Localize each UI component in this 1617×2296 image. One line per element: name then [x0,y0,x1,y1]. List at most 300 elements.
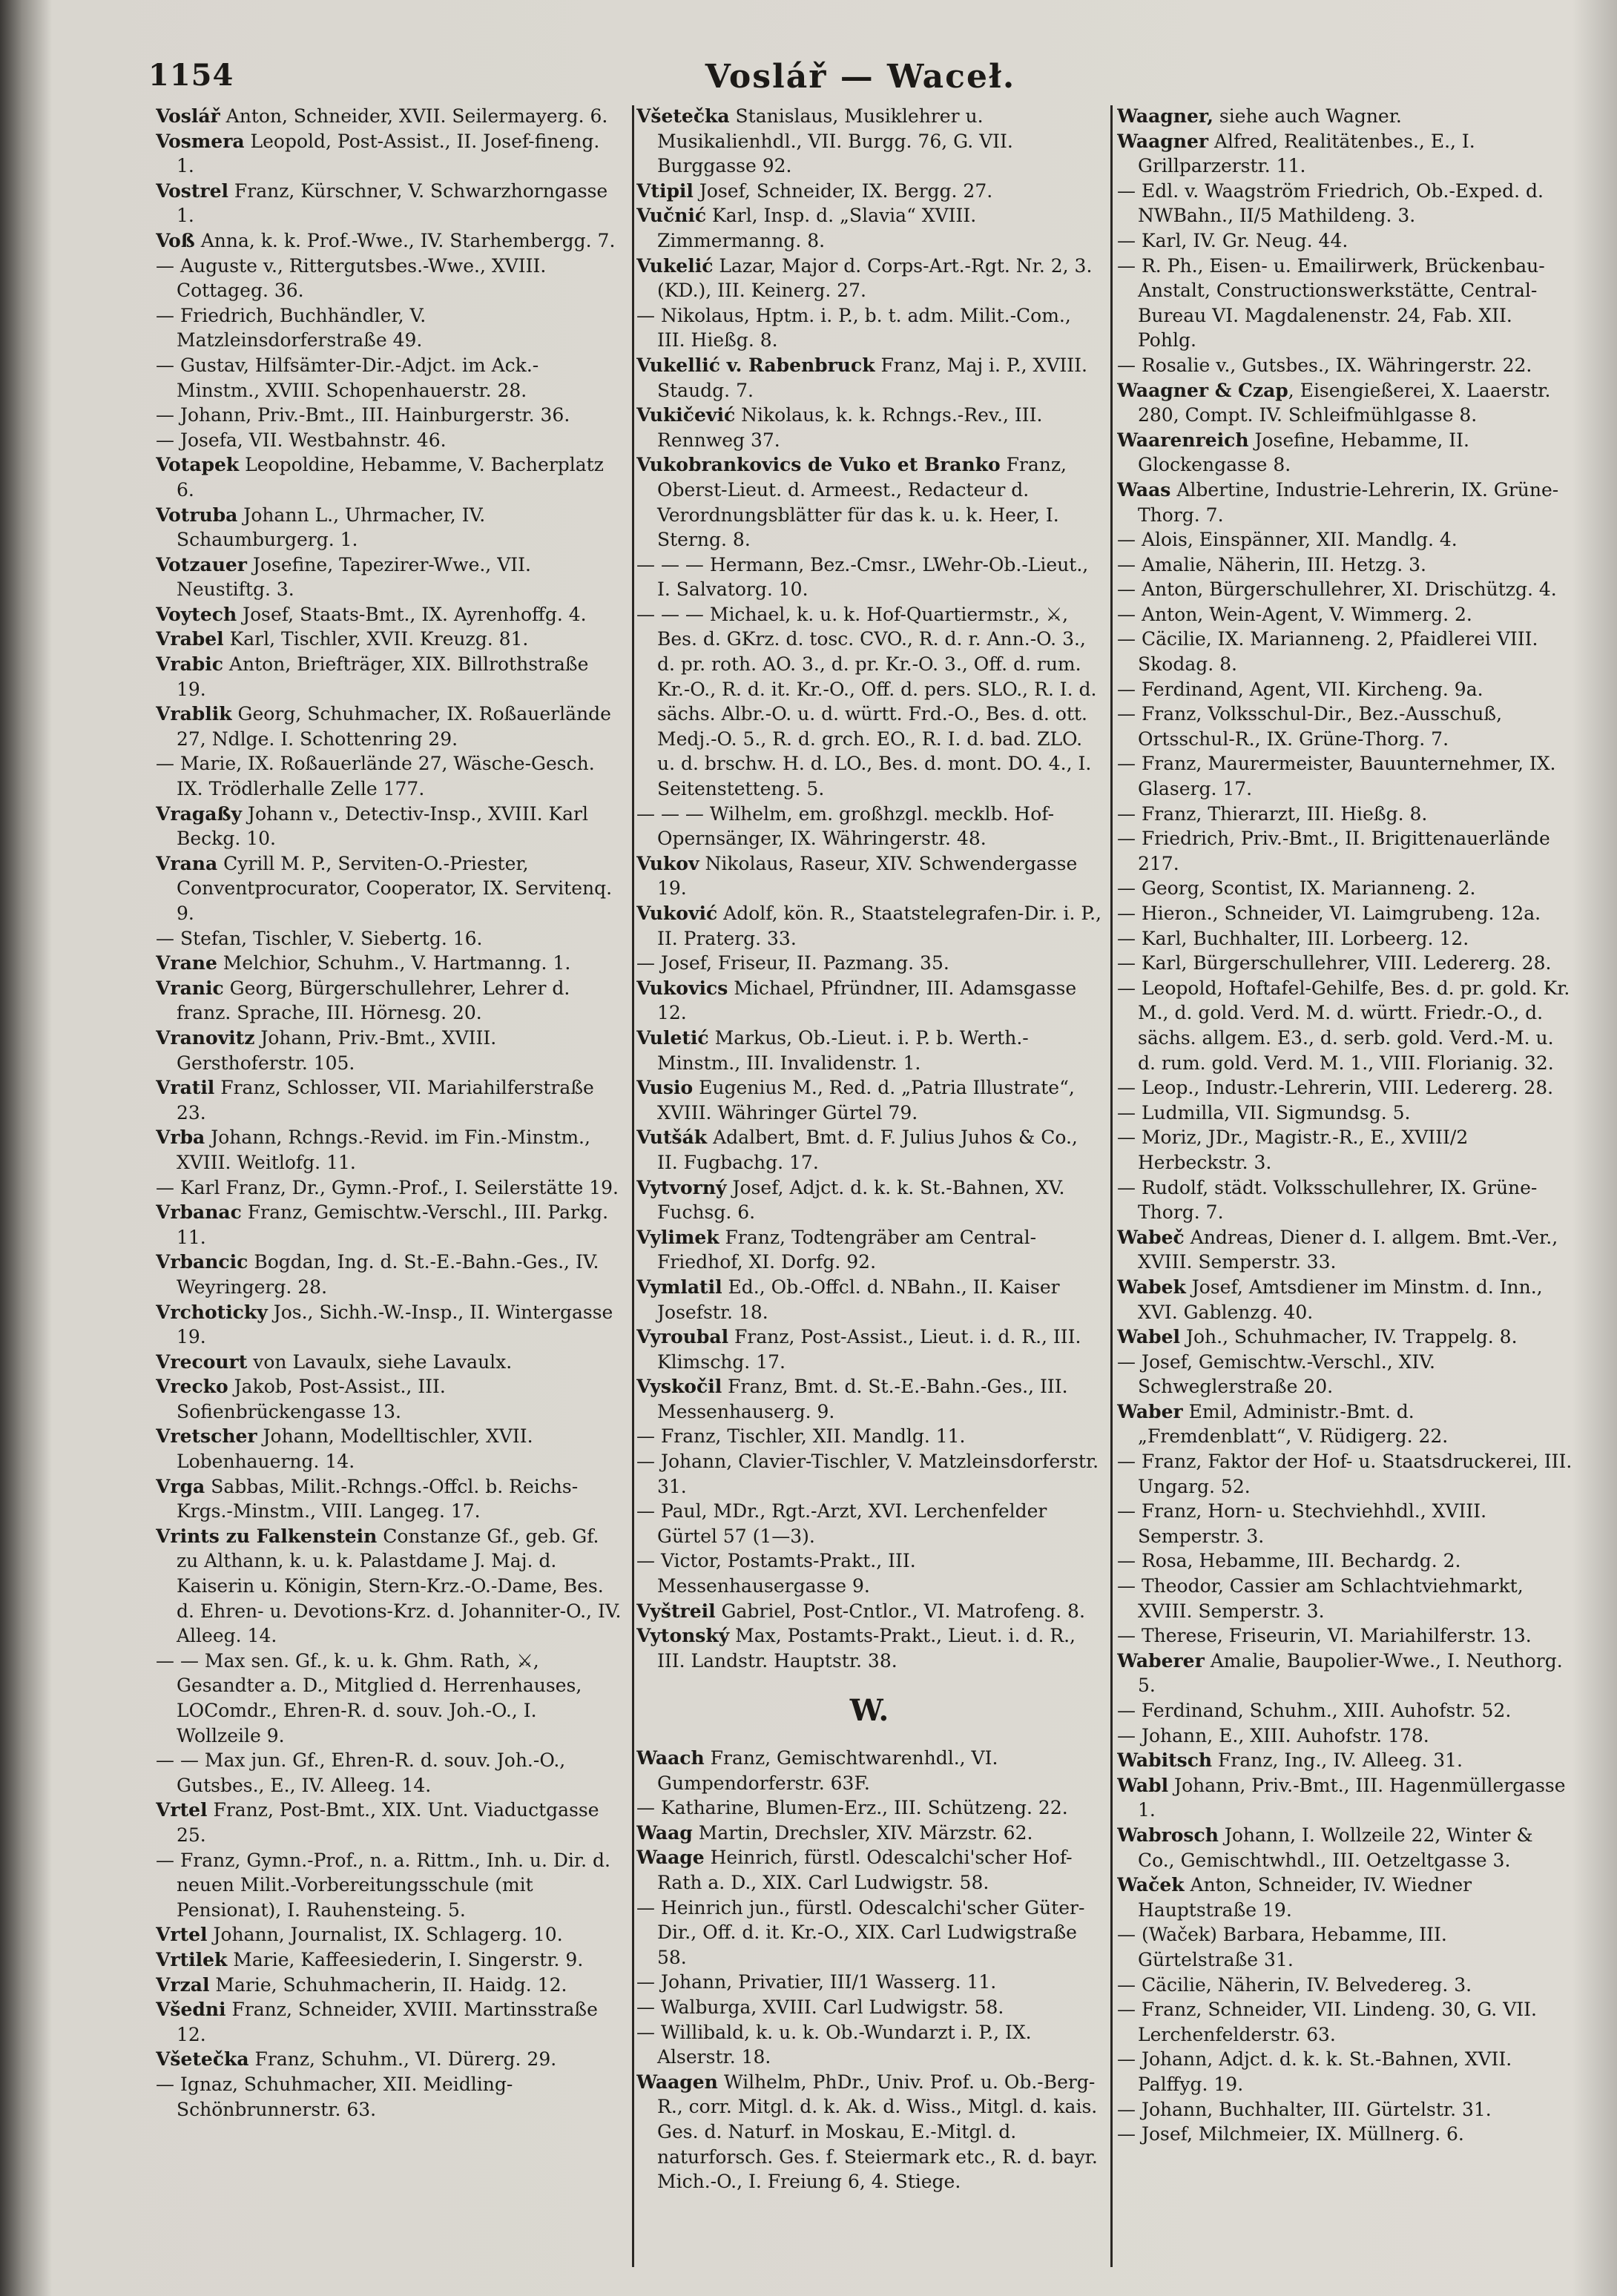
directory-entry [156,1350,622,1375]
entry-surname: Vrchoticky [156,1301,268,1323]
directory-entry [1117,1175,1572,1225]
entry-details: Max, Postamts-Prakt., Lieut. i. d. R., III. Landstr. Hauptstr. 38. [657,1625,1076,1672]
entry-details: Johann, Priv.-Bmt., XVIII. Gersthoferstr. 105. [177,1026,497,1074]
entry-surname: Votapek [156,454,240,476]
directory-entry [636,851,1102,901]
entry-details: Leopold, Post-Assist., II. Josef-fineng. 1. [177,130,600,177]
page-title: Voslář — Waceł. [705,58,1016,96]
entry-details: — Rudolf, städt. Volksschullehrer, IX. Grüne-Thorg. 7. [1117,1176,1538,1224]
entry-details: — Moriz, JDr., Magistr.-R., E., XVIII/2 Herbeckstr. 3. [1117,1126,1469,1173]
directory-entry [156,1300,622,1350]
entry-surname: Voslář [156,105,220,127]
entry-details: Gabriel, Post-Cntlor., VI. Matrofeng. 8. [715,1600,1085,1622]
directory-entry [156,503,622,552]
entry-surname: Vrzal [156,1973,210,1996]
entry-surname: Vrecourt [156,1350,248,1373]
directory-entry [636,1845,1102,1895]
entry-details: — Anton, Bürgerschullehrer, XI. Drischützg. 4. [1117,578,1557,601]
directory-entry [156,1026,622,1075]
entry-details: — Rosalie v., Gutsbes., IX. Währingerstr. 22. [1117,354,1532,376]
directory-entry [156,129,622,179]
directory-entry [636,1075,1102,1125]
directory-entry [156,1997,622,2047]
directory-entry [636,552,1102,602]
directory-entry [1117,428,1572,478]
directory-entry [1117,527,1572,552]
entry-details: Amalie, Baupolier-Wwe., I. Neuthorg. 5. [1138,1649,1563,1697]
entry-surname: Vukičević [636,404,736,426]
entry-surname: Vukovics [636,977,728,999]
directory-columns [156,104,1572,2269]
directory-entry [156,751,622,801]
page-number: 1154 [148,58,234,93]
directory-entry [1117,826,1572,876]
entry-surname: Vrana [156,852,218,874]
entry-details: Ed., Ob.-Offcl. d. NBahn., II. Kaiser Josefstr. 18. [657,1276,1060,1323]
entry-details: Leopoldine, Hebamme, V. Bacherplatz 6. [177,454,604,501]
directory-entry [1117,627,1572,676]
directory-entry [156,1374,622,1424]
entry-surname: Voß [156,229,195,251]
directory-entry [156,254,622,303]
directory-entry [1117,602,1572,627]
directory-entry [636,353,1102,403]
directory-entry [156,926,622,951]
entry-details: Johann, Journalist, IX. Schlagerg. 10. [207,1924,563,1946]
entry-details: — Johann, Buchhalter, III. Gürtelstr. 31. [1117,2098,1492,2120]
entry-surname: Wabitsch [1117,1749,1213,1772]
directory-entry [636,1548,1102,1598]
directory-entry [636,1599,1102,1624]
directory-entry [636,1275,1102,1325]
entry-details: — — — Wilhelm, em. großhzgl. mecklb. Hof-Opernsänger, IX. Währingerstr. 48. [636,802,1055,850]
entry-details: — Johann, E., XIII. Auhofstr. 178. [1117,1724,1429,1746]
directory-entry [1117,2097,1572,2122]
directory-entry [636,2020,1102,2070]
directory-entry [636,1499,1102,1548]
directory-entry [1117,104,1572,129]
entry-surname: Vragaßy [156,802,242,825]
directory-entry [1117,1823,1572,1873]
entry-details: — Johann, Adjct. d. k. k. St.-Bahnen, XVII. Palffyg. 19. [1117,2048,1512,2095]
entry-surname: Wabl [1117,1774,1169,1796]
entry-surname: Vyroubal [636,1326,729,1348]
entry-details: — Ferdinand, Schuhm., XIII. Auhofstr. 52. [1117,1700,1512,1721]
entry-details: — Walburga, XVIII. Carl Ludwigstr. 58. [636,1996,1004,2018]
entry-details: — Theodor, Cassier am Schlachtviehmarkt, XVIII. Semperstr. 3. [1117,1575,1524,1622]
entry-surname: Vymlatil [636,1276,722,1298]
entry-details: Karl, Tischler, XVII. Kreuzg. 81. [223,628,529,650]
directory-entry [156,627,622,652]
directory-entry [156,1250,622,1299]
entry-details: Jakob, Post-Assist., III. Sofienbrückengasse 13. [177,1376,446,1422]
entry-details: Franz, Ing., IV. Alleeg. 31. [1212,1749,1463,1772]
directory-entry [1117,1649,1572,1698]
directory-entry [636,1125,1102,1175]
entry-surname: Vrbancic [156,1251,248,1273]
entry-details: Marie, Kaffeesiederin, I. Singerstr. 9. [227,1948,584,1970]
entry-surname: Waag [636,1821,693,1844]
directory-entry [1117,1449,1572,1499]
entry-details: Josef, Schneider, IX. Bergg. 27. [693,179,993,202]
directory-entry [636,1970,1102,1995]
entry-surname: Vrba [156,1126,205,1149]
directory-column-3 [1117,104,1572,2269]
entry-surname: Waberer [1117,1649,1205,1672]
entry-details: Franz, Gemischtw.-Verschl., III. Parkg. 11. [177,1201,609,1248]
entry-surname: Vrabel [156,628,224,650]
entry-details: — Johann, Privatier, III/1 Wasserg. 11. [636,1971,997,1993]
entry-details: — Cäcilie, Näherin, IV. Belvedereg. 3. [1117,1973,1472,1996]
entry-details: Josef, Amtsdiener im Minstm. d. Inn., XVI. Gablenzg. 40. [1138,1276,1543,1323]
entry-details: Sabbas, Milit.-Rchngs.-Offcl. b. Reichs-Krgs.-Minstm., VIII. Langeg. 17. [177,1475,579,1523]
directory-entry [156,1125,622,1175]
section-letter: W. [849,1693,889,1729]
entry-details: Georg, Bürgerschullehrer, Lehrer d. franz. Sprache, III. Hörnesg. 20. [177,977,570,1024]
entry-surname: Vučnić [636,205,707,227]
entry-details: — Josef, Friseur, II. Pazmang. 35. [636,952,949,974]
entry-details: — Ludmilla, VII. Sigmundsg. 5. [1117,1101,1411,1124]
directory-entry [156,1474,622,1524]
entry-details: Karl, Insp. d. „Slavia“ XVIII. Zimmermanng. 8. [657,205,977,251]
entry-surname: Wabek [1117,1276,1186,1298]
directory-entry [1117,353,1572,378]
entry-details: — Friedrich, Buchhändler, V. Matzleinsdorferstraße 49. [156,304,427,352]
entry-surname: Waagner [1117,130,1209,152]
directory-entry [1117,926,1572,951]
entry-surname: Vranic [156,977,224,999]
directory-entry [636,901,1102,951]
directory-entry [156,976,622,1026]
entry-details: — Leop., Industr.-Lehrerin, VIII. Ledererg. 28. [1117,1077,1554,1099]
directory-entry [156,1424,622,1474]
entry-details: Josef, Adjct. d. k. k. St.-Bahnen, XV. Fuchsg. 6. [657,1176,1065,1224]
entry-details: Martin, Drechsler, XIV. Märzstr. 62. [692,1821,1033,1844]
entry-details: Franz, Schuhm., VI. Dürerg. 29. [248,2048,557,2071]
entry-surname: Vrtel [156,1924,208,1946]
entry-surname: Wabrosch [1117,1824,1219,1846]
entry-surname: Vrecko [156,1376,228,1398]
entry-surname: Vukov [636,852,699,874]
entry-details: — Auguste v., Rittergutsbes.-Wwe., XVIII. Cottageg. 36. [156,254,547,302]
entry-surname: Waber [1117,1400,1183,1422]
directory-entry [1117,228,1572,254]
entry-details: siehe auch Wagner. [1213,105,1402,127]
entry-details: Franz, Gemischtwarenhdl., VI. Gumpendorferstr. 63F. [657,1747,998,1794]
directory-entry [156,1973,622,1998]
entry-details: Marie, Schuhmacherin, II. Haidg. 12. [209,1973,567,1996]
entry-details: Franz, Todtengräber am Central-Friedhof, XI. Dorfg. 92. [657,1226,1037,1273]
entry-details: — Hieron., Schneider, VI. Laimgrubeng. 12a. [1117,903,1541,924]
entry-details: — Katharine, Blumen-Erz., III. Schützeng. 22. [636,1797,1068,1819]
directory-entry [636,1374,1102,1424]
entry-details: Adolf, kön. R., Staatstelegrafen-Dir. i. P., II. Praterg. 33. [657,903,1102,949]
entry-details: Anton, Schneider, XVII. Seilermayerg. 6. [220,105,608,127]
entry-details: — Ignaz, Schuhmacher, XII. Meidling-Schönbrunnerstr. 63. [156,2073,513,2120]
entry-details: Emil, Administr.-Bmt. d. „Fremdenblatt“, V. Rüdigerg. 22. [1138,1400,1449,1448]
directory-entry [636,1026,1102,1075]
entry-details: — R. Ph., Eisen- u. Emailirwerk, Brückenbau-Anstalt, Constructionswerkstätte, Central-Bureau VI. Magdalenenstr. 24, Fab. XII. Pohlg. [1117,254,1545,352]
directory-entry [1117,1325,1572,1350]
entry-details: Josefine, Hebamme, II. Glockengasse 8. [1138,429,1469,476]
directory-entry [1117,1997,1572,2047]
directory-entry [1117,1399,1572,1449]
entry-surname: Waček [1117,1874,1185,1896]
entry-surname: Vutšák [636,1126,708,1149]
directory-entry [1117,1574,1572,1623]
entry-details: Johann, Modelltischler, XVII. Lobenhauerng. 14. [177,1425,533,1473]
entry-details: — Franz, Tischler, XII. Mandlg. 11. [636,1425,966,1448]
directory-entry [156,602,622,627]
entry-surname: Vukobrankovics de Vuko et Branko [636,454,1001,476]
directory-entry [1117,976,1572,1075]
directory-entry [636,1746,1102,1795]
entry-details: Franz, Schneider, XVIII. Martinsstraße 12. [177,1999,598,2045]
entry-details: Nikolaus, Raseur, XIV. Schwendergasse 19. [657,852,1078,900]
directory-entry [636,1623,1102,1673]
entry-surname: Vrints zu Falkenstein [156,1525,378,1547]
entry-surname: Vukelić [636,254,714,277]
entry-details: — Heinrich jun., fürstl. Odescalchi'scher Güter-Dir., Off. d. it. Kr.-O., XIX. Carl Ludwigstraße 58. [636,1896,1085,1968]
entry-details: Adalbert, Bmt. d. F. Julius Juhos & Co., II. Fugbachg. 17. [657,1126,1078,1173]
entry-surname: Vrane [156,952,217,974]
directory-entry [636,976,1102,1026]
entry-details: Heinrich, fürstl. Odescalchi'scher Hof-Rath a. D., XIX. Carl Ludwigstr. 58. [657,1847,1073,1893]
entry-details: Michael, Pfründner, III. Adamsgasse 12. [657,977,1077,1024]
directory-entry [156,1748,622,1798]
directory-entry [156,179,622,228]
entry-details: Johann, Priv.-Bmt., III. Hagenmüllergasse 1. [1138,1774,1566,1821]
entry-details: — Franz, Maurermeister, Bauunternehmer, IX. Glaserg. 17. [1117,753,1556,800]
directory-entry [156,702,622,751]
entry-details: von Lavaulx, siehe Lavaulx. [247,1350,513,1373]
directory-entry [1117,1350,1572,1399]
directory-entry [156,2047,622,2072]
directory-entry [1117,1101,1572,1126]
entry-details: — Therese, Friseurin, VI. Mariahilferstr. 13. [1117,1625,1532,1647]
entry-details: — Franz, Horn- u. Stechviehhdl., XVIII. Semperstr. 3. [1117,1500,1487,1547]
directory-entry [156,228,622,254]
entry-surname: Vrtilek [156,1948,228,1970]
entry-details: — — Max sen. Gf., k. u. k. Ghm. Rath, ⚔, Gesandter a. D., Mitglied d. Herrenhauses, LOComdr., Ehren-R. d. souv. Joh.-O., I. Wollzeile 9. [156,1649,582,1746]
entry-surname: Všetečka [636,105,730,127]
directory-entry [1117,876,1572,901]
entry-details: Anna, k. k. Prof.-Wwe., IV. Starhembergg. 7. [194,229,616,251]
directory-entry [1117,478,1572,527]
directory-entry [636,1225,1102,1275]
directory-entry [636,1995,1102,2020]
directory-entry [156,552,622,602]
entry-details: — Leopold, Hoftafel-Gehilfe, Bes. d. pr. gold. Kr. M., d. gold. Verd. M. d. württ. Friedr.-O., d. sächs. allgem. E3., d. serb. gold. Verd.-M. u. d. rum. gold. Verd. M. 1., VIII. Florianig. 32. [1117,977,1570,1074]
entry-details: Cyrill M. P., Serviten-O.-Priester, Conventprocurator, Cooperator, IX. Servitenq. 9. [177,852,613,924]
directory-entry [636,104,1102,179]
entry-details: Franz, Kürschner, V. Schwarzhorngasse 1. [177,179,608,227]
entry-surname: Vuković [636,903,718,924]
directory-entry [1117,1275,1572,1325]
directory-entry [156,1075,622,1125]
entry-surname: Vratil [156,1077,215,1099]
entry-details: — Franz, Thierarzt, III. Hießg. 8. [1117,802,1428,825]
directory-entry [156,403,622,428]
directory-entry [156,1649,622,1748]
entry-details: — Alois, Einspänner, XII. Mandlg. 4. [1117,529,1458,551]
entry-details: Markus, Ob.-Lieut. i. P. b. Werth.-Minstm., III. Invalidenstr. 1. [657,1026,1029,1074]
directory-entry [636,802,1102,851]
directory-entry [156,1848,622,1923]
entry-details: Alfred, Realitätenbes., E., I. Grillparzerstr. 11. [1138,130,1475,177]
entry-details: — Josef, Gemischtw.-Verschl., XIV. Schweglerstraße 20. [1117,1350,1435,1398]
entry-details: Georg, Schuhmacher, IX. Roßauerlände 27, Ndlge. I. Schottenring 29. [177,703,611,750]
entry-details: Johann, Rchngs.-Revid. im Fin.-Minstm., XVIII. Weitlofg. 11. [177,1126,590,1173]
directory-entry [156,1200,622,1250]
entry-details: — — — Hermann, Bez.-Cmsr., LWehr-Ob.-Lieut., I. Salvatorg. 10. [636,553,1089,601]
entry-details: Franz, Post-Assist., Lieut. i. d. R., III. Klimschg. 17. [657,1326,1081,1373]
entry-details: — Amalie, Näherin, III. Hetzg. 3. [1117,553,1426,575]
entry-details: — Karl, Buchhalter, III. Lorbeerg. 12. [1117,927,1469,949]
directory-entry [636,452,1102,552]
directory-entry [1117,1623,1572,1649]
entry-details: — Franz, Gymn.-Prof., n. a. Rittm., Inh. u. Dir. d. neuen Milit.-Vorbereitungsschule (mit Pensionat), I. Rauhensteing. 5. [156,1849,610,1921]
entry-details: — Franz, Faktor der Hof- u. Staatsdruckerei, III. Ungarg. 52. [1117,1451,1572,1497]
entry-surname: Waage [636,1847,705,1869]
entry-details: — Paul, MDr., Rgt.-Arzt, XVI. Lerchenfelder Gürtel 57 (1—3). [636,1500,1047,1547]
directory-entry [1117,1922,1572,1972]
directory-entry [1117,1698,1572,1723]
directory-entry [636,1449,1102,1499]
directory-entry [1117,1748,1572,1773]
entry-details: — Victor, Postamts-Prakt., III. Messenhausergasse 9. [636,1550,916,1597]
entry-details: Franz, Maj i. P., XVIII. Staudg. 7. [657,354,1087,401]
directory-entry [156,104,622,129]
directory-entry [1117,1125,1572,1175]
entry-details: Lazar, Major d. Corps-Art.-Rgt. Nr. 2, 3. (KD.), III. Keinerg. 27. [657,254,1093,302]
entry-details: — Karl Franz, Dr., Gymn.-Prof., I. Seilerstätte 19. [156,1176,619,1198]
directory-entry [156,2072,622,2122]
directory-entry [1117,577,1572,602]
entry-details: , Eisengießerei, X. Laaerstr. 280, Compt. IV. Schleifmühlgasse 8. [1138,379,1551,426]
entry-details: — Franz, Schneider, VII. Lindeng. 30, G. VII. Lerchenfelderstr. 63. [1117,1999,1537,2045]
entry-details: — Gustav, Hilfsämter-Dir.-Adjct. im Ack.-Minstm., XVIII. Schopenhauerstr. 28. [156,354,539,401]
entry-details: — Marie, IX. Roßauerlände 27, Wäsche-Gesch. IX. Trödlerhalle Zelle 177. [156,753,595,800]
entry-details: — Karl, IV. Gr. Neug. 44. [1117,229,1348,251]
directory-entry [1117,552,1572,578]
directory-entry [1117,751,1572,801]
directory-entry [636,1175,1102,1225]
entry-details: — Josefa, VII. Westbahnstr. 46. [156,429,447,451]
directory-entry [636,951,1102,976]
directory-entry [156,1798,622,1847]
entry-details: Franz, Post-Bmt., XIX. Unt. Viaductgasse 25. [177,1799,599,1846]
entry-details: Albertine, Industrie-Lehrerin, IX. Grüne-Thorg. 7. [1138,478,1559,526]
entry-surname: Voytech [156,603,237,625]
entry-details: — Karl, Bürgerschullehrer, VIII. Ledererg. 28. [1117,952,1552,974]
directory-entry [636,1795,1102,1821]
entry-surname: Vyštreil [636,1600,716,1622]
entry-surname: Waarenreich [1117,429,1249,451]
entry-surname: Waach [636,1747,705,1769]
entry-details: — Nikolaus, Hptm. i. P., b. t. adm. Milit.-Com., III. Hießg. 8. [636,304,1071,352]
directory-entry [636,602,1102,802]
directory-entry [156,428,622,453]
page-header [148,58,1572,99]
entry-details: Johann v., Detectiv-Insp., XVIII. Karl Beckg. 10. [177,802,588,850]
directory-entry [1117,802,1572,827]
directory-entry [156,353,622,403]
entry-surname: Vrablik [156,703,232,725]
entry-details: — Franz, Volksschul-Dir., Bez.-Ausschuß, Ortsschul-R., IX. Grüne-Thorg. 7. [1117,703,1503,750]
entry-details: Anton, Briefträger, XIX. Billrothstraße 19. [177,653,589,700]
entry-surname: Vranovitz [156,1026,255,1049]
directory-entry [636,254,1102,303]
entry-surname: Vostrel [156,179,228,202]
entry-surname: Vuletić [636,1026,709,1049]
entry-surname: Vukellić v. Rabenbruck [636,354,875,376]
entry-details: Bogdan, Ing. d. St.-E.-Bahn.-Ges., IV. Weyringerg. 28. [177,1251,599,1298]
directory-entry [156,1922,622,1947]
entry-surname: Vrga [156,1475,205,1497]
directory-entry [1117,1723,1572,1749]
entry-surname: Vytonský [636,1625,730,1647]
entry-surname: Vylimek [636,1226,719,1248]
directory-entry [156,851,622,926]
directory-entry [1117,378,1572,428]
entry-details: Constanze Gf., geb. Gf. zu Althann, k. u. k. Palastdame J. Maj. d. Kaiserin u. Königin, Stern-Krz.-O.-Dame, Bes. d. Ehren- u. Devotions-Krz. d. Johanniter-O., IV. Alleeg. 14. [177,1525,622,1647]
directory-column-1 [156,104,622,2269]
entry-surname: Vosmera [156,130,245,152]
directory-entry [636,1325,1102,1374]
entry-details: — — Max jun. Gf., Ehren-R. d. souv. Joh.-O., Gutsbes., E., IV. Alleeg. 14. [156,1749,566,1796]
directory-entry [1117,1548,1572,1574]
entry-details: — — — Michael, k. u. k. Hof-Quartiermstr., ⚔, Bes. d. GKrz. d. tosc. CVO., R. d. r. Ann.-O. 3., d. pr. roth. AO. 3., d. pr. Kr.-O. 3., Off. d. rum. Kr.-O., R. d. it. Kr.-O., Off. d. pers. SLO., R. I. d. sächs. Albr.-O. u. d. württ. Frd.-O., Bes. d. ott. Medj.-O. 5., R. d. grch. EO., R. I. d. bad. ZLO. u. d. brschw. H. d. LO., Bes. d. mont. DO. 4., I. Seitenstetteng. 5. [636,603,1097,800]
entry-surname: Vrabic [156,653,223,676]
entry-details: Franz, Oberst-Lieut. d. Armeest., Redacteur d. Verordnungsblätter für das k. u. k. Heer, I. Sterng. 8. [657,454,1067,551]
directory-entry [1117,2122,1572,2147]
entry-surname: Všedni [156,1999,226,2021]
entry-surname: Vtipil [636,179,694,202]
entry-details: Joh., Schuhmacher, IV. Trappelg. 8. [1180,1326,1518,1348]
directory-entry [156,1524,622,1649]
entry-surname: Wabeč [1117,1226,1185,1248]
directory-entry [1117,901,1572,926]
entry-details: Nikolaus, k. k. Rchngs.-Rev., III. Rennweg 37. [657,404,1043,451]
entry-details: — Ferdinand, Agent, VII. Kircheng. 9a. [1117,678,1483,700]
directory-entry [156,951,622,976]
entry-surname: Waagner & Czap [1117,379,1288,401]
directory-entry [156,652,622,702]
directory-entry [1117,1773,1572,1823]
entry-details: — Willibald, k. u. k. Ob.-Wundarzt i. P., IX. Alserstr. 18. [636,2021,1032,2068]
entry-details: Stanislaus, Musiklehrer u. Musikalienhdl., VII. Burgg. 76, G. VII. Burggasse 92. [657,105,1013,177]
entry-details: Franz, Bmt. d. St.-E.-Bahn.-Ges., III. Messenhauserg. 9. [657,1376,1068,1422]
directory-entry [636,2070,1102,2194]
entry-details: Anton, Schneider, IV. Wiedner Hauptstraße 19. [1138,1874,1472,1921]
directory-entry [636,179,1102,204]
entry-details: Franz, Schlosser, VII. Mariahilferstraße 23. [177,1077,594,1124]
entry-details: Andreas, Diener d. I. allgem. Bmt.-Ver., XVIII. Semperstr. 33. [1138,1226,1558,1273]
directory-entry [636,1821,1102,1846]
directory-entry [156,802,622,851]
entry-surname: Vretscher [156,1425,257,1448]
directory-entry [1117,1075,1572,1101]
directory-entry [636,1424,1102,1449]
entry-surname: Vrtel [156,1799,208,1821]
entry-details: — Johann, Clavier-Tischler, V. Matzleinsdorferstr. 31. [636,1451,1099,1497]
entry-surname: Všetečka [156,2048,249,2071]
directory-entry [1117,129,1572,179]
entry-details: Josef, Staats-Bmt., IX. Ayrenhoffg. 4. [237,603,587,625]
entry-surname: Votzauer [156,553,247,575]
entry-details: — Johann, Priv.-Bmt., III. Hainburgerstr. 36. [156,404,570,426]
